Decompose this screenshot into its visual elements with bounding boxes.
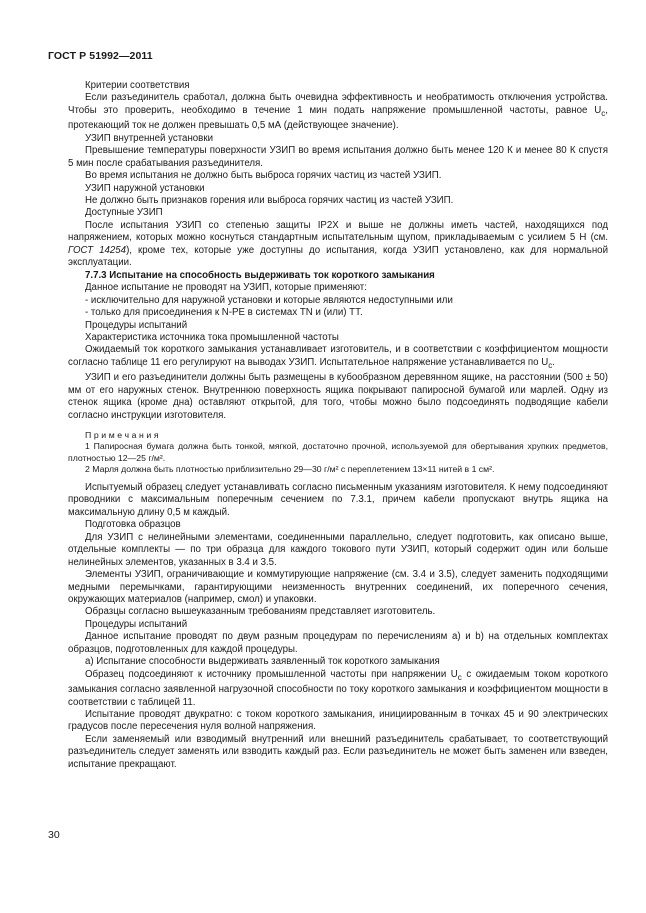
subscript: c bbox=[548, 360, 553, 370]
list-item: - только для присоединения к N-PE в системах TN и (или) TT. bbox=[85, 307, 363, 319]
notes-title: Примечания bbox=[85, 430, 162, 441]
paragraph bbox=[68, 344, 608, 372]
paragraph: Процедуры испытаний bbox=[85, 319, 188, 331]
paragraph: a) Испытание способности выдерживать заявленный ток короткого замыкания bbox=[85, 656, 440, 668]
section-heading: 7.7.3 Испытание на способность выдерживать ток короткого замыкания bbox=[85, 269, 435, 281]
paragraph: Характеристика источника тока промышленной частоты bbox=[85, 332, 339, 343]
paragraph: Если заменяемый или взводимый внутренний или внешний разъединитель срабатывает, то соответствующий разъединитель следует заменять или взводить каждый раз. Если разъединитель не может быть заменен или взведен, испытание прекращают. bbox=[68, 733, 608, 770]
paragraph: Данное испытание проводят по двум разным процедурам по перечислениям a) и b) на отдельных комплектах образцов, подготовленных для каждой процедуры. bbox=[68, 631, 608, 655]
paragraph: УЗИП внутренней установки bbox=[85, 132, 213, 144]
page-number: 30 bbox=[48, 829, 60, 841]
paragraph: Испытуемый образец следует устанавливать согласно письменным указаниям изготовителя. К нему подсоединяют проводники с максимальным поперечным сечением по 7.3.1, причем кабели пропускают внутрь ящика на максимальную длину 0,5 м каждый. bbox=[68, 481, 608, 518]
paragraph: Критерии соответствия bbox=[85, 80, 190, 91]
text-run: Образец подсоединяют к источнику промышленной частоты при напряжении U bbox=[85, 668, 458, 680]
text-run: с ожидаемым током короткого замыкания согласно заявленной нагрузочной способности по току короткого замыкания и коэффициентом мощности в соответствии с таблицей 11. bbox=[68, 668, 608, 708]
notes-block bbox=[68, 430, 608, 475]
paragraph bbox=[68, 92, 608, 132]
page-body bbox=[68, 80, 608, 771]
list-item: - исключительно для наружной установки и которые являются недоступными или bbox=[85, 294, 453, 306]
note-item: 1 Папиросная бумага должна быть тонкой, мягкой, достаточно прочной, используемой для обертывания хрупких предметов, плотностью 12—25 г/м². bbox=[68, 441, 608, 463]
paragraph: Не должно быть признаков горения или выброса горячих частиц из частей УЗИП. bbox=[85, 195, 454, 207]
reference-link: ГОСТ 14254 bbox=[68, 244, 127, 256]
text-run: , протекающий ток не должен превышать 0,5 мА (действующее значение). bbox=[68, 104, 608, 132]
paragraph: Для УЗИП с нелинейными элементами, соединенными параллельно, следует подготовить, как описано выше, отдельные комплекты — по три образца для каждого токового пути УЗИП, который содержит один или больше нелинейных элементов, указанных в 3.4 и 3.5. bbox=[68, 531, 608, 568]
text-run: . bbox=[552, 356, 555, 368]
paragraph: УЗИП и его разъединители должны быть размещены в кубообразном деревянном ящике, на расстоянии (500 ± 50) мм от его наружных стенок. Внутреннюю поверхность ящика покрывают папиросной бумагой или марлей. Одну из стенок ящика (кроме дна) оставляют открытой, для того, чтобы можно было подсоединять подводящие кабели согласно инструкции изготовителя. bbox=[68, 372, 608, 421]
paragraph: Образцы согласно вышеуказанным требованиям представляет изготовитель. bbox=[85, 606, 436, 618]
subscript: c bbox=[601, 108, 606, 118]
paragraph: Превышение температуры поверхности УЗИП во время испытания должно быть менее 120 К и менее 80 К спустя 5 мин после срабатывания разъединителя. bbox=[68, 145, 608, 169]
paragraph: УЗИП наружной установки bbox=[85, 182, 205, 194]
paragraph: Данное испытание не проводят на УЗИП, которые применяют: bbox=[85, 282, 367, 294]
paragraph: Подготовка образцов bbox=[85, 519, 181, 531]
paragraph bbox=[68, 220, 608, 270]
page-header: ГОСТ Р 51992—2011 bbox=[48, 50, 153, 62]
text-run: Ожидаемый ток короткого замыкания устанавливает изготовитель, и в соответствии с коэффициентом мощности согласно таблице 11 его регулируют на выводах УЗИП. Испытательное напряжение устанавливается по U bbox=[68, 344, 608, 368]
paragraph: Доступные УЗИП bbox=[85, 207, 163, 219]
text-run: После испытания УЗИП со степенью защиты IP2X и выше не должны иметь частей, находящихся под напряжением, которых можно коснуться стандартным испытательным щупом, прикладываемым с усилием 5 Н (см. bbox=[68, 219, 608, 244]
paragraph: Испытание проводят двукратно: с током короткого замыкания, инициированным в точках 45 и 90 электрических градусов после пересечения нуля волной напряжения. bbox=[68, 709, 608, 733]
text-run: ), кроме тех, которые уже доступны до испытания, когда УЗИП установлено, как для нормальной эксплуатации. bbox=[68, 244, 608, 269]
paragraph: Элементы УЗИП, ограничивающие и коммутирующие напряжение (см. 3.4 и 3.5), следует заменить подходящими медными перемычками, гарантирующими неизменность внутренних соединений, их поперечного сечения, окружающих материалов (например, смол) и упаковки. bbox=[68, 569, 608, 605]
paragraph: Во время испытания не должно быть выброса горячих частиц из частей УЗИП. bbox=[85, 170, 442, 182]
text-run: Если разъединитель сработал, должна быть очевидна эффективность и необратимость отключения устройства. Чтобы это проверить, необходимо в течение 1 мин подать напряжение промышленной частоты, равное U bbox=[68, 92, 608, 116]
note-item: 2 Марля должна быть плотностью приблизительно 29—30 г/м² с переплетением 13×11 нитей в 1 см². bbox=[85, 463, 495, 474]
paragraph: Процедуры испытаний bbox=[85, 618, 188, 630]
paragraph bbox=[68, 669, 608, 709]
subscript: c bbox=[457, 672, 462, 682]
